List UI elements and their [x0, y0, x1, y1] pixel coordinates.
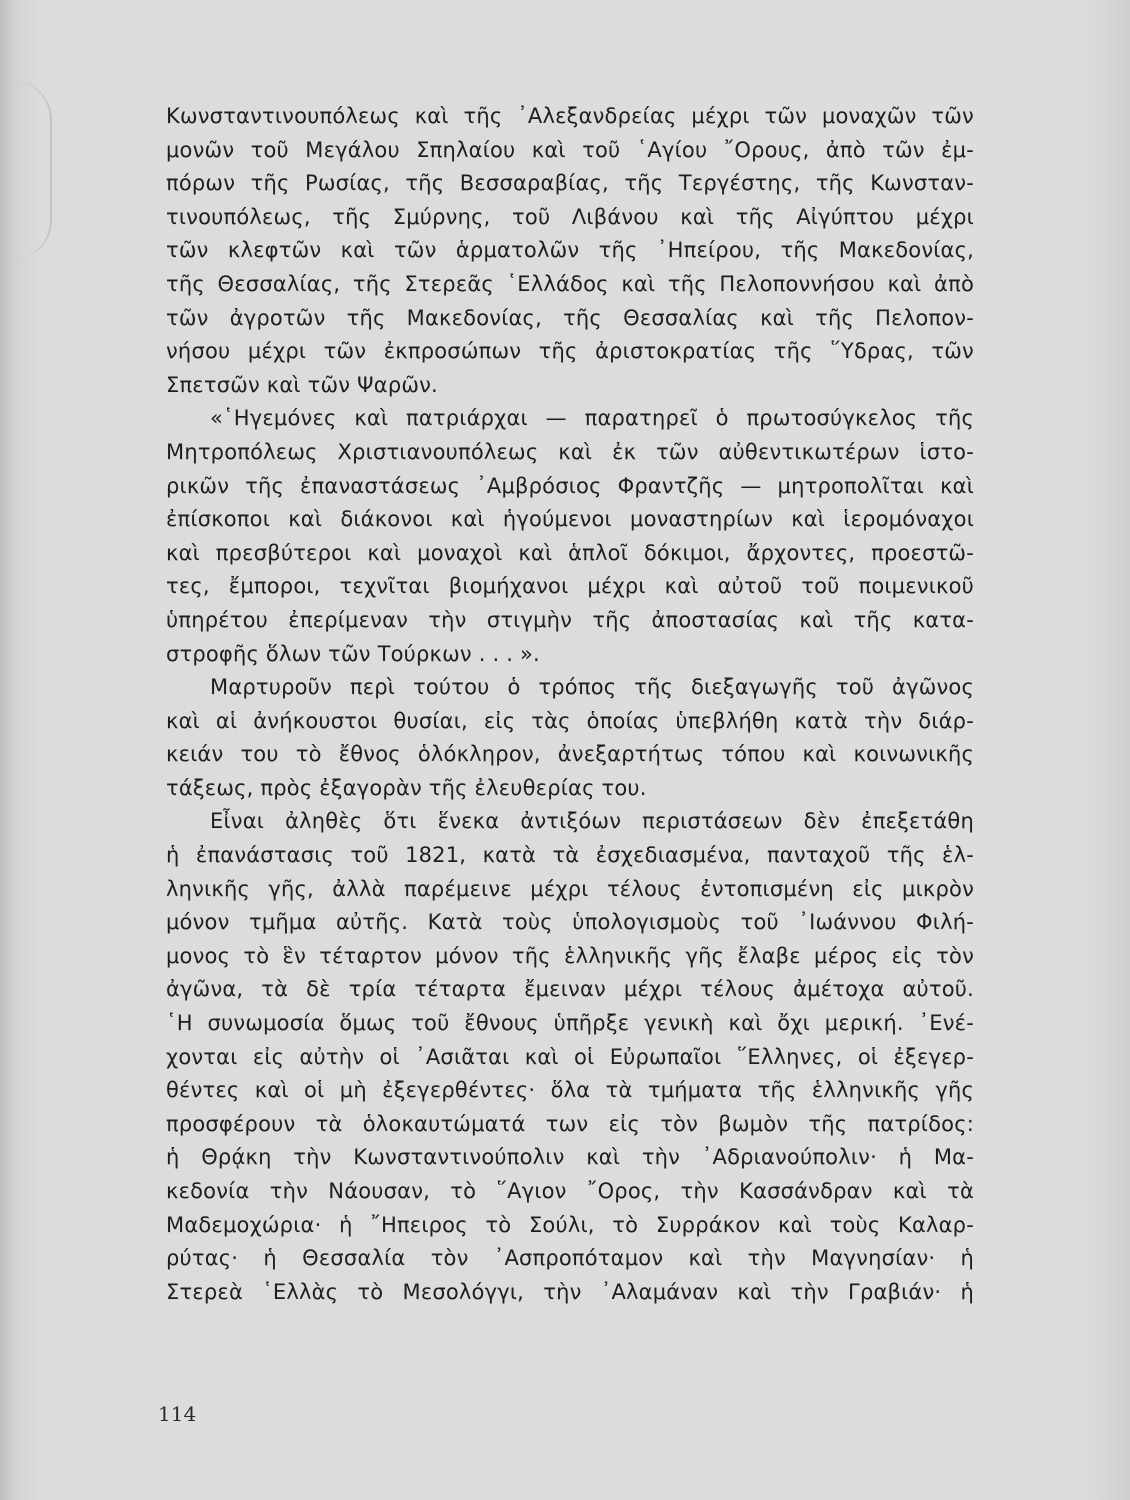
text-line: προσφέρουν τὰ ὁλοκαυτώματά των εἰς τὸν βωμὸν τῆς πατρίδος: [166, 1111, 974, 1136]
text-line: ἡ ἐπανάστασις τοῦ 1821, κατὰ τὰ ἐσχεδιασμένα, πανταχοῦ τῆς ἑλ- [166, 843, 974, 868]
text-line: κειάν του τὸ ἔθνος ὁλόκληρον, ἀνεξαρτήτως τόπου καὶ κοινωνικῆς [166, 742, 974, 767]
text-line: ρύτας· ἡ Θεσσαλία τὸν ᾿Ασπροπόταμον καὶ τὴν Μαγνησίαν· ἡ [166, 1246, 974, 1271]
text-line: Σπετσῶν καὶ τῶν Ψαρῶν. [166, 372, 438, 397]
text-line: ῾Η συνωμοσία ὅμως τοῦ ἔθνους ὑπῆρξε γενικὴ καὶ ὄχι μερική. ᾿Ενέ- [166, 1011, 974, 1036]
text-line: χονται εἰς αὐτὴν οἱ ᾿Ασιᾶται καὶ οἱ Εὐρωπαῖοι ῞Ελληνες, οἱ ἐξεγερ- [166, 1044, 974, 1069]
text-line: τῆς Θεσσαλίας, τῆς Στερεᾶς ῾Ελλάδος καὶ τῆς Πελοποννήσου καὶ ἀπὸ [166, 271, 974, 296]
text-line: τῶν κλεφτῶν καὶ τῶν ἁρματολῶν τῆς ᾿Ηπείρου, τῆς Μακεδονίας, [166, 238, 974, 263]
text-line: ἀγῶνα, τὰ δὲ τρία τέταρτα ἔμειναν μέχρι τέλους ἀμέτοχα αὐτοῦ. [166, 977, 974, 1002]
text-line: ἐπίσκοποι καὶ διάκονοι καὶ ἡγούμενοι μοναστηρίων καὶ ἱερομόναχοι [166, 507, 974, 532]
text-line: ρικῶν τῆς ἐπαναστάσεως ᾿Αμβρόσιος Φραντζῆς — μητροπολῖται καὶ [166, 473, 974, 498]
text-line: Μαδεμοχώρια· ἡ ῎Ηπειρος τὸ Σούλι, τὸ Συρράκον καὶ τοὺς Καλαρ- [166, 1212, 974, 1237]
text-line: καὶ αἱ ἀνήκουστοι θυσίαι, εἰς τὰς ὁποίας ὑπεβλήθη κατὰ τὴν διάρ- [166, 708, 974, 733]
text-line: κεδονία τὴν Νάουσαν, τὸ ῞Αγιον ῎Ορος, τὴν Κασσάνδραν καὶ τὰ [166, 1179, 974, 1203]
text-line: Κωνσταντινουπόλεως καὶ τῆς ᾿Αλεξανδρείας μέχρι τῶν μοναχῶν τῶν [166, 104, 974, 128]
text-line: μονῶν τοῦ Μεγάλου Σπηλαίου καὶ τοῦ ῾Αγίου ῎Ορους, ἀπὸ τῶν ἐμ- [166, 137, 974, 162]
text-line: Μητροπόλεως Χριστιανουπόλεως καὶ ἐκ τῶν αὐθεντικωτέρων ἱστο- [166, 439, 974, 464]
page-number: 114 [158, 1402, 197, 1426]
text-line: ὑπηρέτου ἐπερίμεναν τὴν στιγμὴν τῆς ἀποστασίας καὶ τῆς κατα- [166, 607, 974, 632]
text-line: στροφῆς ὅλων τῶν Τούρκων . . . ». [166, 641, 540, 666]
text-line: «῾Ηγεμόνες καὶ πατριάρχαι — παρατηρεῖ ὁ πρωτοσύγκελος τῆς [210, 406, 974, 431]
text-line: τάξεως, πρὸς ἐξαγορὰν τῆς ἐλευθερίας του. [166, 775, 647, 800]
text-line: τινουπόλεως, τῆς Σμύρνης, τοῦ Λιβάνου καὶ τῆς Αἰγύπτου μέχρι [166, 204, 974, 229]
binding-shadow [0, 80, 52, 260]
text-line: πόρων τῆς Ρωσίας, τῆς Βεσσαραβίας, τῆς Τεργέστης, τῆς Κωνσταν- [166, 171, 974, 196]
text-line: καὶ πρεσβύτεροι καὶ μοναχοὶ καὶ ἁπλοῖ δόκιμοι, ἄρχοντες, προεστῶ- [166, 540, 974, 565]
text-line: τες, ἔμποροι, τεχνῖται βιομήχανοι μέχρι καὶ αὐτοῦ τοῦ ποιμενικοῦ [166, 574, 974, 599]
body-text [166, 100, 974, 1309]
text-line: ληνικῆς γῆς, ἀλλὰ παρέμεινε μέχρι τέλους ἐντοπισμένη εἰς μικρὸν [166, 876, 974, 901]
text-line: Εἶναι ἀληθὲς ὅτι ἕνεκα ἀντιξόων περιστάσεων δὲν ἐπεξετάθη [210, 809, 974, 834]
text-line: νήσου μέχρι τῶν ἐκπροσώπων τῆς ἀριστοκρατίας τῆς ῞Υδρας, τῶν [166, 339, 974, 364]
text-line: θέντες καὶ οἱ μὴ ἐξεγερθέντες· ὅλα τὰ τμήματα τῆς ἑλληνικῆς γῆς [166, 1078, 974, 1103]
text-line: Μαρτυροῦν περὶ τούτου ὁ τρόπος τῆς διεξαγωγῆς τοῦ ἀγῶνος [210, 675, 974, 700]
text-line: ἡ Θρᾴκη τὴν Κωνσταντινούπολιν καὶ τὴν ᾿Αδριανούπολιν· ἡ Μα- [166, 1145, 974, 1170]
text-line: τῶν ἀγροτῶν τῆς Μακεδονίας, τῆς Θεσσαλίας καὶ τῆς Πελοπον- [166, 305, 974, 330]
text-line: μονος τὸ ἓν τέταρτον μόνον τῆς ἑλληνικῆς γῆς ἔλαβε μέρος εἰς τὸν [166, 943, 974, 968]
text-line: Στερεὰ ῾Ελλὰς τὸ Μεσολόγγι, τὴν ᾿Αλαμάναν καὶ τὴν Γραβιάν· ἡ [166, 1279, 974, 1304]
text-line: μόνον τμῆμα αὐτῆς. Κατὰ τοὺς ὑπολογισμοὺς τοῦ ᾿Ιωάννου Φιλή- [166, 910, 974, 935]
